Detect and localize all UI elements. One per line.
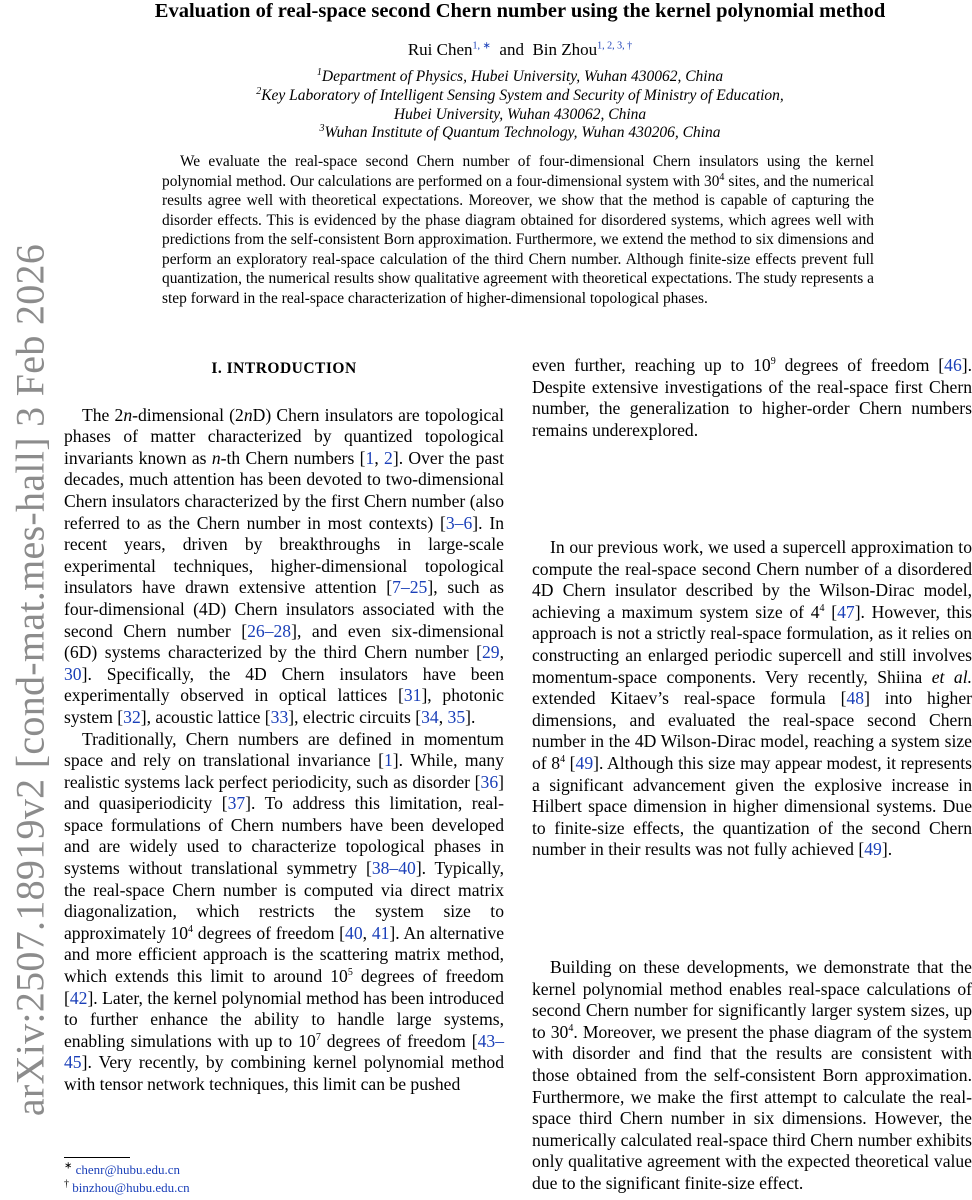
citation-link[interactable]: 3–6 [445,512,473,533]
citation-link[interactable]: 29 [482,642,500,663]
email-link[interactable]: chenr@hubu.edu.cn [75,1162,181,1177]
author-conjunction: and [499,40,524,59]
citation-link[interactable]: 26–28 [247,620,292,641]
citation-link[interactable]: 38–40 [371,858,416,879]
paper-title: Evaluation of real-space second Chern number using the kernel polynomial method [154,0,886,22]
abstract-superscript: 4 [719,171,725,183]
author-1-affil-mark[interactable]: 1, ∗ [472,40,491,52]
affiliation-3 [60,124,972,142]
right-column-2 [532,537,972,861]
affiliation-text: Hubei University, Wuhan 430062, China [393,106,647,123]
right-paragraph-2: In our previous work, we used a supercell approximation to compute the real-space second Chern number of a disordered 4D Chern insulator described by the Wilson-Dirac model, achieving a maximum system size of $4^4$ [47]. However, this approach is not a strictly real-space formulation, as it relies on constructing an enlarged periodic supercell and still involves momentum-space components. Very recently, Shiina et al. extended Kitaev’s real-space formula [48] into higher dimensions, and evaluated the real-space second Chern number in the 4D Wilson-Dirac model, reaching a system size of $8^4$ [49]. Although this size may appear modest, it represents a significant advancement given the explosive increase in Hilbert space dimension in higher dimensional systems. Due to finite-size effects, the quantization of the second Chern number in their results was not fully achieved [49]. [532,537,972,860]
section-heading: I. INTRODUCTION [211,360,357,377]
abstract-text: We evaluate the real-space second Chern number of four-dimensional Chern insulators using the kernel polynomial method. Our calculations are performed on a four-dimensional system with 30 [162,153,874,190]
citation-link[interactable]: 41 [371,922,390,943]
citation-link[interactable]: 49 [864,839,882,860]
citation-link[interactable]: 36 [480,771,499,792]
citation-link[interactable]: 31 [403,685,422,706]
citation-link[interactable]: 48 [846,688,865,709]
affiliation-num: 2 [256,85,262,97]
left-column [64,358,504,1096]
citation-link[interactable]: 49 [575,752,594,773]
citation-link[interactable]: 1 [365,447,375,468]
citation-link[interactable]: 43–45 [64,1030,505,1073]
citation-link[interactable]: 34 [421,706,439,727]
arxiv-watermark [0,200,60,1160]
abstract-text: sites, and the numerical results agree well with theoretical expectations. Moreover, we show that the method is capable of capturing the disorder effects. This is evidenced by the phase diagram obtained for disordered systems, which agrees well with predictions from the self-consistent Born approximation. Furthermore, we extend the method to six dimensions and perform an exploratory real-space calculation of the third Chern number. Although finite-size effects prevent full quantization, the numerical results show qualitative agreement with theoretical expectations. The study represents a step forward in the real-space characterization of higher-dimensional topological phases. [162,172,874,307]
footnote-2: † binzhou@hubu.edu.cn [64,1178,190,1195]
affiliation-text: Wuhan Institute of Quantum Technology, Wuhan 430206, China [324,124,721,141]
affiliation-text: Department of Physics, Hubei University, Wuhan 430062, China [321,68,724,85]
author-1: Rui Chen [407,40,473,59]
arxiv-id-text: arXiv:2507.18919v2 [cond-mat.mes-hall] 3 Feb 2026 [7,243,53,1117]
right-column-3 [532,957,972,1195]
citation-link[interactable]: 37 [227,793,246,814]
affiliation-num: 3 [319,122,325,134]
right-paragraph-1: even further, reaching up to $10^9$ degrees of freedom [46]. Despite extensive investigations of the real-space first Chern number, the generalization to higher-order Chern numbers remains underexplored. [532,355,972,440]
affiliation-1 [60,68,972,86]
citation-link[interactable]: 42 [69,987,88,1008]
right-paragraph-3: Building on these developments, we demonstrate that the kernel polynomial method enables real-space calculations of second Chern number for significantly larger system sizes, up to $30^4$. Moreover, we present the phase diagram of the system with disorder and find that the results are consistent with those obtained from the self-consistent Born approximation. Furthermore, we make the first attempt to calculate the real-space third Chern number in six dimensions. However, the numerically calculated real-space third Chern number exhibits only qualitative agreement with the expected theoretical value due to the significant finite-size effect. [532,957,972,1193]
author-line [60,40,972,60]
citation-link[interactable]: 1 [383,750,393,771]
author-2: Bin Zhou [532,40,598,59]
abstract [162,152,874,308]
citation-link[interactable]: 7–25 [392,577,428,598]
citation-link[interactable]: 47 [837,601,855,622]
citation-link[interactable]: 46 [944,355,962,375]
author-2-affil-mark[interactable]: 1, 2, 3, † [597,40,633,52]
citation-link[interactable]: 35 [447,706,466,727]
affiliation-2 [60,87,972,105]
affiliation-num: 1 [316,66,322,78]
email-link[interactable]: binzhou@hubu.edu.cn [72,1180,190,1195]
citation-link[interactable]: 30 [64,663,82,684]
citation-link[interactable]: 40 [345,922,363,943]
footnote-1: ∗ chenr@hubu.edu.cn [64,1160,181,1177]
intro-paragraph-2: Traditionally, Chern numbers are defined in momentum space and rely on translational invariance [1]. While, many realistic systems lack perfect periodicity, such as disorder [36] and quasiperiodicity [37]. To address this limitation, real-space formulations of Chern numbers have been developed and are widely used to characterize topological phases in systems without translational symmetry [38–40]. Typically, the real-space Chern number is computed via direct matrix diagonalization, which restricts the system size to approximately $10^4$ degrees of freedom [40, 41]. An alternative and more efficient approach is the scattering matrix method, which extends this limit to around $10^5$ degrees of freedom [42]. Later, the kernel polynomial method has been introduced to further enhance the ability to handle large systems, enabling simulations with up to $10^7$ degrees of freedom [43–45]. Very recently, by combining kernel polynomial method with tensor network techniques, this limit can be pushed [64,728,505,1094]
footnote-rule [64,1157,130,1158]
intro-paragraph-1: The 2n-dimensional (2nD) Chern insulators are topological phases of matter characterized by quantized topological invariants known as n-th Chern numbers [1, 2]. Over the past decades, much attention has been devoted to two-dimensional Chern insulators characterized by the first Chern number (also referred to as the Chern number in most contexts) [3–6]. In recent years, driven by breakthroughs in large-scale experimental techniques, higher-dimensional topological insulators have drawn extensive attention [7–25], such as four-dimensional (4D) Chern insulators associated with the second Chern number [26–28], and even six-dimensional (6D) systems characterized by the third Chern number [29, 30]. Specifically, the 4D Chern insulators have been experimentally observed in optical lattices [31], photonic system [32], acoustic lattice [33], electric circuits [34, 35]. [64,404,505,727]
affiliation-2-cont [60,106,972,124]
citation-link[interactable]: 33 [270,706,289,727]
citation-link[interactable]: 32 [123,706,141,727]
citation-link[interactable]: 2 [384,447,393,468]
right-column [532,355,972,441]
affiliation-text: Key Laboratory of Intelligent Sensing System and Security of Ministry of Education, [261,87,784,104]
